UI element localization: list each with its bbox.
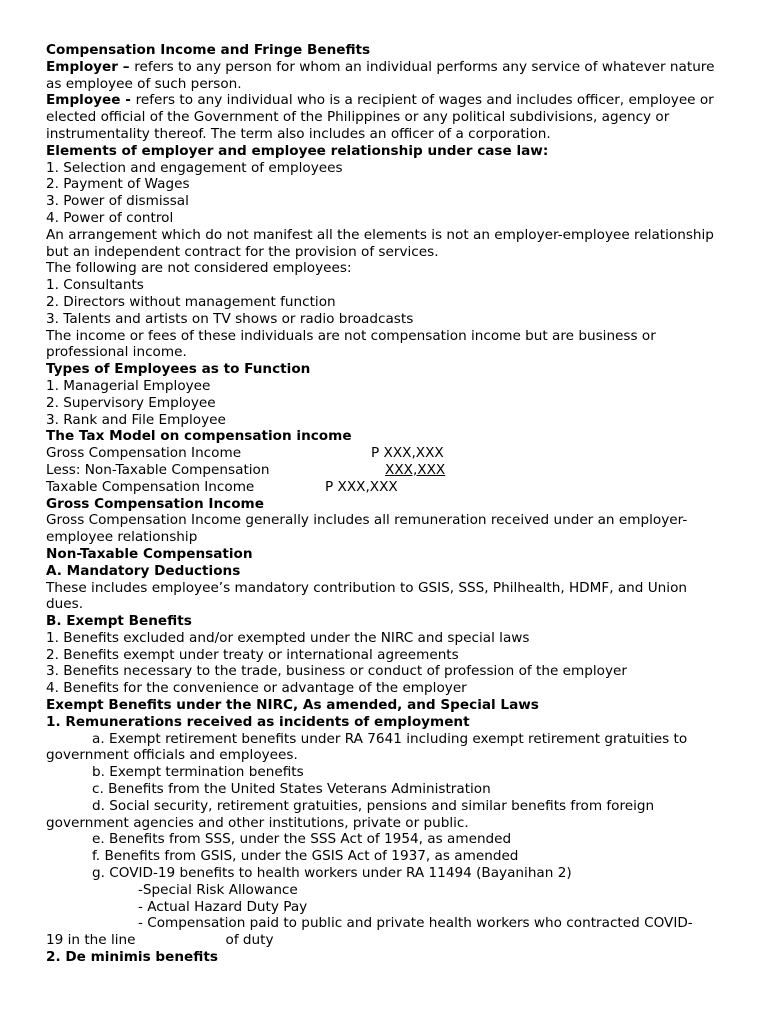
list-item-continued bbox=[46, 932, 721, 949]
deminimis-heading: 2. De minimis benefits bbox=[46, 949, 218, 966]
list-item: 4. Power of control bbox=[46, 209, 174, 226]
list-item: 1. Benefits excluded and/or exempted under the NIRC and special laws bbox=[46, 629, 530, 646]
tax-model-value: XXX,XXX bbox=[385, 461, 446, 478]
list-item: 3. Rank and File Employee bbox=[46, 411, 226, 428]
tax-model-value: P XXX,XXX bbox=[371, 445, 444, 462]
types-heading: Types of Employees as to Function bbox=[46, 361, 311, 378]
employee-def: refers to any individual who is a recipient of wages and includes officer, employee or elected official of the Government of the Philippines or any political subdivisions, agency or instrumentality thereof. The term also includes an officer of a corporation. bbox=[46, 92, 714, 142]
list-item: - Compensation paid to public and private health workers who contracted COVID- bbox=[138, 915, 693, 932]
list-item: b. Exempt termination benefits bbox=[92, 764, 304, 781]
document-title: Compensation Income and Fringe Benefits bbox=[46, 42, 371, 58]
list-item: 4. Benefits for the convenience or advantage of the employer bbox=[46, 680, 467, 697]
not-employees-intro: The following are not considered employees: bbox=[46, 260, 352, 277]
employee-term: Employee - bbox=[46, 92, 136, 109]
list-item-fragment: 19 in the line bbox=[46, 932, 136, 949]
arrangement-note: An arrangement which do not manifest all the elements is not an employer-employee relationship but an independent contract for the provision of services. bbox=[46, 226, 714, 260]
list-item: c. Benefits from the United States Veterans Administration bbox=[92, 781, 491, 798]
list-item: 3. Power of dismissal bbox=[46, 193, 189, 210]
tax-model-heading: The Tax Model on compensation income bbox=[46, 428, 352, 445]
list-item: 2. Supervisory Employee bbox=[46, 394, 216, 411]
not-employees-note: The income or fees of these individuals are not compensation income but are business or professional income. bbox=[46, 327, 656, 361]
tax-model-row-gross bbox=[46, 445, 721, 462]
list-item: d. Social security, retirement gratuities, pensions and similar benefits from foreign government agencies and other institutions, private or public. bbox=[46, 797, 655, 831]
tax-model-row-taxable bbox=[46, 479, 721, 496]
list-item: -Special Risk Allowance bbox=[138, 881, 298, 898]
list-item: a. Exempt retirement benefits under RA 7641 including exempt retirement gratuities to government officials and employees. bbox=[46, 730, 688, 764]
mandatory-heading: A. Mandatory Deductions bbox=[46, 562, 241, 579]
list-item: f. Benefits from GSIS, under the GSIS Act of 1937, as amended bbox=[92, 848, 519, 865]
elements-heading: Elements of employer and employee relationship under case law: bbox=[46, 142, 549, 159]
document-page bbox=[46, 42, 721, 966]
nontax-heading: Non-Taxable Compensation bbox=[46, 545, 253, 562]
exempt-heading: B. Exempt Benefits bbox=[46, 613, 192, 630]
gross-heading: Gross Compensation Income bbox=[46, 495, 264, 512]
employee-definition bbox=[46, 92, 721, 142]
list-item: g. COVID-19 benefits to health workers under RA 11494 (Bayanihan 2) bbox=[92, 865, 572, 882]
tax-model-row-less bbox=[46, 462, 721, 479]
tax-model-value: P XXX,XXX bbox=[325, 478, 398, 495]
tax-model-label: Gross Compensation Income bbox=[46, 445, 242, 462]
list-item: e. Benefits from SSS, under the SSS Act of 1954, as amended bbox=[92, 831, 512, 848]
list-item: 1. Selection and engagement of employees bbox=[46, 159, 343, 176]
list-item: 1. Consultants bbox=[46, 277, 144, 294]
list-item: 3. Benefits necessary to the trade, business or conduct of profession of the employer bbox=[46, 663, 627, 680]
tax-model-label: Taxable Compensation Income bbox=[46, 478, 255, 495]
mandatory-text: These includes employee’s mandatory contribution to GSIS, SSS, Philhealth, HDMF, and Union dues. bbox=[46, 579, 688, 613]
list-item: 2. Benefits exempt under treaty or international agreements bbox=[46, 646, 459, 663]
list-item: - Actual Hazard Duty Pay bbox=[138, 898, 308, 915]
nirc-heading: Exempt Benefits under the NIRC, As amended, and Special Laws bbox=[46, 697, 539, 714]
employer-term: Employer – bbox=[46, 58, 135, 75]
gross-text: Gross Compensation Income generally includes all remuneration received under an employer-employee relationship bbox=[46, 512, 688, 546]
list-item-fragment: of duty bbox=[225, 932, 274, 949]
list-item: 2. Directors without management function bbox=[46, 293, 336, 310]
tax-model-label: Less: Non-Taxable Compensation bbox=[46, 461, 270, 478]
remun-heading: 1. Remunerations received as incidents of employment bbox=[46, 713, 470, 730]
list-item: 1. Managerial Employee bbox=[46, 377, 211, 394]
list-item: 3. Talents and artists on TV shows or radio broadcasts bbox=[46, 310, 414, 327]
list-item: 2. Payment of Wages bbox=[46, 176, 190, 193]
employer-def: refers to any person for whom an individual performs any service of whatever nature as employee of such person. bbox=[46, 58, 715, 92]
employer-definition bbox=[46, 59, 721, 93]
